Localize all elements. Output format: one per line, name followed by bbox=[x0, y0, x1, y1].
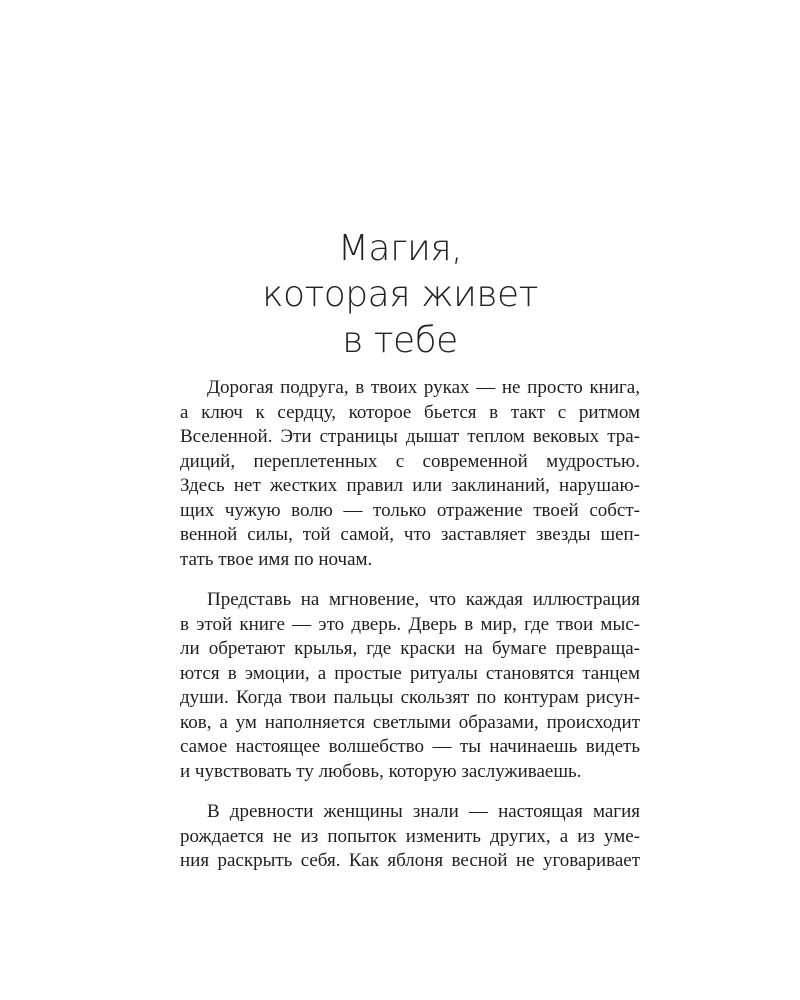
text-line: Здесь нет жестких правил или заклинаний, нарушаю- bbox=[180, 475, 640, 496]
paragraph-1 bbox=[180, 376, 640, 572]
text-line: Вселенной. Эти страницы дышат теплом вековых тра- bbox=[180, 426, 640, 447]
text-line: ли обретают крылья, где краски на бумаге превраща- bbox=[180, 638, 640, 659]
text-line: диций, переплетенных с современной мудростью. bbox=[180, 450, 640, 472]
text-line: Дорогая подруга, в твоих руках — не просто книга, bbox=[207, 377, 640, 398]
text-line: рождается не из попыток изменить других, а из уме- bbox=[180, 825, 640, 847]
text-line: души. Когда твои пальцы скользят по контурам рисун- bbox=[180, 687, 640, 708]
text-line: венной силы, той самой, что заставляет звезды шеп- bbox=[180, 524, 640, 545]
chapter-title-line: которая живет bbox=[262, 274, 538, 315]
text-line: ются в эмоции, а простые ритуалы становятся танцем bbox=[180, 662, 640, 684]
chapter-body bbox=[180, 376, 640, 890]
text-line: и чувствовать ту любовь, которую заслуживаешь. bbox=[180, 760, 582, 782]
paragraph-2 bbox=[180, 588, 640, 784]
text-line: ния раскрыть себя. Как яблоня весной не уговаривает bbox=[180, 850, 640, 871]
text-line: В древности женщины знали — настоящая магия bbox=[207, 801, 640, 822]
paragraph-3 bbox=[180, 800, 640, 874]
text-line: щих чужую волю — только отражение твоей собст- bbox=[180, 499, 640, 521]
text-line: в этой книге — это дверь. Дверь в мир, где твои мыс- bbox=[180, 613, 640, 635]
text-line: самое настоящее волшебство — ты начинаешь видеть bbox=[180, 736, 640, 757]
text-line: ков, а ум наполняется светлыми образами, происходит bbox=[180, 711, 640, 733]
chapter-title-line: Магия, bbox=[337, 228, 463, 269]
chapter-title-line: в тебе bbox=[342, 320, 458, 361]
text-line: а ключ к сердцу, которое бьется в такт с ритмом bbox=[180, 401, 640, 423]
text-line: тать твое имя по ночам. bbox=[180, 548, 373, 570]
chapter-title bbox=[0, 226, 800, 364]
text-line: Представь на мгновение, что каждая иллюстрация bbox=[207, 589, 640, 610]
